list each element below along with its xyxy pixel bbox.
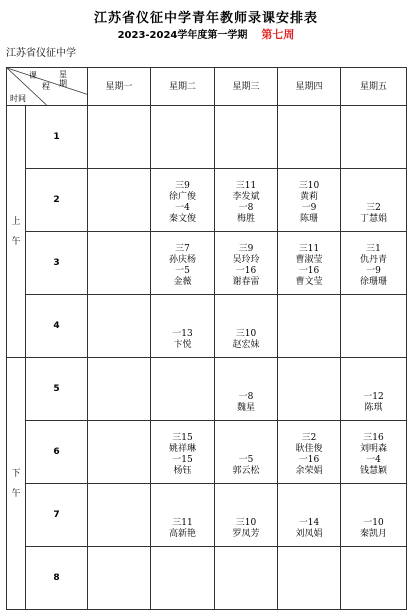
cell-content <box>215 421 277 483</box>
teacher-name: 秦文俊 <box>168 214 196 224</box>
period-row <box>7 232 407 295</box>
teacher-name: 徐广俊 <box>168 192 196 202</box>
half-char: 上 <box>11 216 21 227</box>
cell-content <box>151 547 214 609</box>
period-row <box>7 484 407 547</box>
teacher-name: 杨钰 <box>173 466 192 476</box>
cell-content <box>278 358 340 420</box>
schedule-cell <box>88 358 151 421</box>
class-code: 一8 <box>238 203 254 213</box>
cell-content <box>341 169 406 231</box>
class-code: 三11 <box>298 244 320 254</box>
cell-content <box>151 358 214 420</box>
lesson-entry <box>151 244 214 266</box>
cell-content <box>88 358 150 420</box>
schedule-cell <box>278 484 341 547</box>
period-number: 2 <box>26 169 88 232</box>
schedule-cell <box>215 484 278 547</box>
teacher-name: 魏星 <box>236 403 255 413</box>
cell-content <box>215 295 277 357</box>
corner-course-label-2: 程 <box>42 82 50 91</box>
schedule-cell <box>151 295 215 358</box>
schedule-cell <box>88 484 151 547</box>
class-code: 一16 <box>298 266 320 276</box>
lesson-entry <box>215 244 277 266</box>
lesson-entry <box>151 181 214 203</box>
school-name: 江苏省仪征中学 <box>6 48 76 59</box>
period-number: 4 <box>26 295 88 358</box>
teacher-name: 金薇 <box>173 277 192 287</box>
schedule-cell <box>215 106 278 169</box>
period-row <box>7 547 407 610</box>
cell-content <box>278 232 340 294</box>
teacher-name: 徐珊珊 <box>359 277 387 287</box>
schedule-cell <box>278 358 341 421</box>
cell-content <box>215 169 277 231</box>
lesson-entry <box>278 433 340 455</box>
cell-content <box>151 421 214 483</box>
lesson-entry <box>341 392 406 414</box>
teacher-name: 赵宏妹 <box>232 340 260 350</box>
schedule-cell <box>341 421 407 484</box>
lesson-entry <box>341 244 406 266</box>
lesson-entry <box>151 203 214 225</box>
teacher-name: 郭云松 <box>232 466 260 476</box>
class-code: 一9 <box>366 266 381 276</box>
class-code: 一16 <box>298 455 320 465</box>
schedule-cell <box>151 232 215 295</box>
teacher-name: 卞悦 <box>173 340 192 350</box>
schedule-cell <box>88 169 151 232</box>
day-header-5: 星期五 <box>341 68 407 106</box>
class-code: 一4 <box>175 203 190 213</box>
teacher-name: 刘明森 <box>359 444 387 454</box>
class-code: 三9 <box>175 181 190 191</box>
schedule-cell <box>151 484 215 547</box>
teacher-name: 谢春雷 <box>232 277 260 287</box>
cell-content <box>88 295 150 357</box>
cell-content <box>88 232 150 294</box>
class-code: 一13 <box>172 329 193 339</box>
schedule-cell <box>278 547 341 610</box>
cell-content <box>215 484 277 546</box>
teacher-name: 吴玲玲 <box>232 255 260 265</box>
schedule-cell <box>88 421 151 484</box>
corner-time-label: 时间 <box>10 94 26 103</box>
page-title: 江苏省仪征中学青年教师录课安排表 <box>93 11 318 26</box>
teacher-name: 仇丹青 <box>359 255 387 265</box>
cell-content <box>88 547 150 609</box>
class-code: 三11 <box>235 181 257 191</box>
term-label: 2023-2024学年度第一学期 <box>117 30 248 41</box>
cell-content <box>215 547 277 609</box>
schedule-cell <box>151 547 215 610</box>
teacher-name: 陈琪 <box>364 403 383 413</box>
day-header-2: 星期二 <box>151 68 215 106</box>
morning-label <box>7 106 26 358</box>
schedule-cell <box>278 169 341 232</box>
corner-course-label: 课 <box>29 71 37 80</box>
lesson-entry <box>278 181 340 203</box>
teacher-name: 高新艳 <box>168 529 196 539</box>
cell-content <box>151 169 214 231</box>
lesson-entry <box>215 181 277 203</box>
class-code: 三2 <box>366 203 381 213</box>
period-row <box>7 169 407 232</box>
schedule-cell <box>88 106 151 169</box>
class-code: 三11 <box>172 518 193 528</box>
class-code: 三10 <box>235 329 257 339</box>
class-code: 一5 <box>238 455 254 465</box>
teacher-name: 曹文莹 <box>295 277 323 287</box>
class-code: 一10 <box>363 518 384 528</box>
teacher-name: 秦凯月 <box>359 529 387 539</box>
cell-content <box>278 106 340 168</box>
half-char: 下 <box>11 468 21 479</box>
schedule-cell <box>215 232 278 295</box>
cell-content <box>278 421 340 483</box>
lesson-entry <box>151 266 214 288</box>
cell-content <box>278 547 340 609</box>
schedule-cell <box>278 295 341 358</box>
cell-content <box>341 358 406 420</box>
class-code: 三15 <box>172 433 193 443</box>
schedule-cell <box>341 106 407 169</box>
day-header-4: 星期四 <box>278 68 341 106</box>
lesson-entry <box>341 433 406 455</box>
teacher-name: 钱慧颖 <box>359 466 387 476</box>
period-row <box>7 358 407 421</box>
schedule-cell <box>215 421 278 484</box>
schedule-cell <box>215 169 278 232</box>
cell-content <box>151 295 214 357</box>
schedule-cell <box>215 547 278 610</box>
schedule-cell <box>88 547 151 610</box>
lesson-entry <box>215 392 277 414</box>
schedule-cell <box>278 232 341 295</box>
cell-content <box>215 106 277 168</box>
class-code: 三1 <box>366 244 381 254</box>
class-code: 一5 <box>175 266 190 276</box>
lesson-entry <box>278 203 340 225</box>
schedule-cell <box>341 547 407 610</box>
lesson-entry <box>215 203 277 225</box>
schedule-cell <box>151 169 215 232</box>
cell-content <box>88 421 150 483</box>
lesson-entry <box>215 266 277 288</box>
period-number: 8 <box>26 547 88 610</box>
period-row <box>7 295 407 358</box>
period-number: 5 <box>26 358 88 421</box>
header-row <box>7 68 407 106</box>
lesson-entry <box>278 266 340 288</box>
lesson-entry <box>278 244 340 266</box>
period-number: 7 <box>26 484 88 547</box>
schedule-cell <box>88 295 151 358</box>
cell-content <box>151 484 214 546</box>
lesson-entry <box>341 518 406 540</box>
cell-content <box>88 169 150 231</box>
schedule-cell <box>215 358 278 421</box>
teacher-name: 刘凤娟 <box>295 529 323 539</box>
class-code: 一9 <box>301 203 317 213</box>
class-code: 一16 <box>235 266 257 276</box>
lesson-entry <box>151 455 214 477</box>
period-number: 1 <box>26 106 88 169</box>
period-number: 6 <box>26 421 88 484</box>
schedule-cell <box>151 358 215 421</box>
class-code: 三10 <box>298 181 320 191</box>
cell-content <box>341 421 406 483</box>
page-subtitle <box>0 26 412 42</box>
lesson-entry <box>278 455 340 477</box>
schedule-cell <box>151 421 215 484</box>
period-number: 3 <box>26 232 88 295</box>
cell-content <box>151 106 214 168</box>
schedule-cell <box>278 106 341 169</box>
class-code: 三16 <box>363 433 384 443</box>
class-code: 三2 <box>301 433 317 443</box>
teacher-name: 黄莉 <box>299 192 318 202</box>
cell-content <box>88 106 150 168</box>
teacher-name: 余荣娟 <box>295 466 323 476</box>
teacher-name: 姚祥琳 <box>168 444 196 454</box>
teacher-name: 李发斌 <box>232 192 260 202</box>
schedule-cell <box>278 421 341 484</box>
week-label: 第七周 <box>261 28 295 41</box>
class-code: 三10 <box>235 518 257 528</box>
lesson-entry <box>341 266 406 288</box>
half-char: 午 <box>11 488 21 499</box>
lesson-entry <box>341 203 406 225</box>
cell-content <box>278 295 340 357</box>
lesson-entry <box>215 518 277 540</box>
class-code: 一14 <box>298 518 320 528</box>
cell-content <box>341 547 406 609</box>
cell-content <box>215 232 277 294</box>
schedule-table <box>6 67 407 610</box>
class-code: 一12 <box>363 392 384 402</box>
schedule-cell <box>151 106 215 169</box>
period-row <box>7 106 407 169</box>
cell-content <box>341 484 406 546</box>
teacher-name: 梅胜 <box>236 214 255 224</box>
class-code: 一8 <box>238 392 254 402</box>
lesson-entry <box>151 433 214 455</box>
class-code: 三9 <box>238 244 254 254</box>
schedule-cell <box>215 295 278 358</box>
teacher-name: 耿佳俊 <box>295 444 323 454</box>
cell-content <box>341 106 406 168</box>
cell-content <box>88 484 150 546</box>
schedule-cell <box>341 358 407 421</box>
class-code: 一4 <box>366 455 381 465</box>
lesson-entry <box>278 518 340 540</box>
cell-content <box>151 232 214 294</box>
lesson-entry <box>215 455 277 477</box>
teacher-name: 罗凤芳 <box>232 529 260 539</box>
class-code: 一15 <box>172 455 193 465</box>
cell-content <box>341 295 406 357</box>
lesson-entry <box>215 329 277 351</box>
lesson-entry <box>151 329 214 351</box>
lesson-entry <box>341 455 406 477</box>
schedule-cell <box>341 232 407 295</box>
cell-content <box>215 358 277 420</box>
schedule-cell <box>88 232 151 295</box>
schedule-cell <box>341 295 407 358</box>
cell-content <box>278 484 340 546</box>
teacher-name: 丁慧娟 <box>359 214 387 224</box>
afternoon-label <box>7 358 26 610</box>
teacher-name: 陈珊 <box>299 214 318 224</box>
schedule-cell <box>341 169 407 232</box>
corner-day-label: 星 期 <box>59 70 73 88</box>
day-header-3: 星期三 <box>215 68 278 106</box>
teacher-name: 曹淑莹 <box>295 255 323 265</box>
teacher-name: 孙庆杨 <box>168 255 196 265</box>
lesson-entry <box>151 518 214 540</box>
day-header-1: 星期一 <box>88 68 151 106</box>
class-code: 三7 <box>175 244 190 254</box>
half-char: 午 <box>11 236 21 247</box>
period-row <box>7 421 407 484</box>
corner-cell <box>7 68 88 106</box>
cell-content <box>341 232 406 294</box>
schedule-cell <box>341 484 407 547</box>
cell-content <box>278 169 340 231</box>
